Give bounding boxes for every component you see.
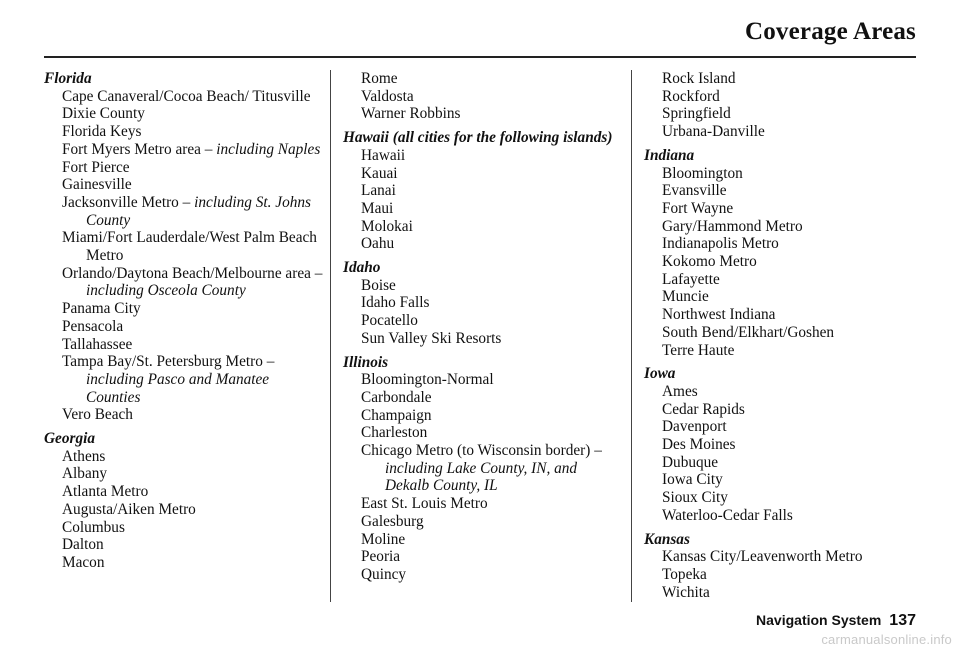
city-name: Terre Haute: [662, 341, 735, 359]
city-name: Kokomo Metro: [662, 253, 757, 271]
city-name: Urbana-Danville: [662, 123, 765, 141]
state-name: Illinois: [343, 353, 389, 371]
city-item: [644, 454, 924, 472]
city-name: South Bend/Elkhart/Goshen: [662, 323, 835, 341]
city-item: [44, 300, 324, 318]
city-name: Des Moines: [662, 436, 736, 454]
city-item: [644, 165, 924, 183]
city-name: Rockford: [662, 87, 720, 105]
city-name: Jacksonville Metro –: [62, 193, 195, 211]
state-heading: [44, 430, 324, 448]
city-item: [644, 288, 924, 306]
city-item: [644, 218, 924, 236]
city-name: Bloomington: [662, 164, 743, 182]
city-item: [343, 566, 623, 584]
city-name: Kansas City/Leavenworth Metro: [662, 548, 863, 566]
state-heading: [44, 70, 324, 88]
city-name: Athens: [62, 447, 106, 465]
city-item: [343, 294, 623, 312]
city-name: Valdosta: [361, 87, 414, 105]
city-item: [644, 436, 924, 454]
city-name: Orlando/Daytona Beach/Melbourne area –: [62, 264, 323, 282]
city-item: [44, 353, 324, 406]
city-name: Tallahassee: [62, 335, 133, 353]
city-name: Champaign: [361, 406, 432, 424]
state-name: Georgia: [44, 430, 95, 448]
coverage-column-1: [44, 70, 324, 572]
city-item: [44, 176, 324, 194]
city-name: Moline: [361, 530, 406, 548]
city-name: Carbondale: [361, 388, 432, 406]
city-item: [644, 182, 924, 200]
city-name: Columbus: [62, 518, 125, 536]
city-item: [644, 418, 924, 436]
city-name: Florida Keys: [62, 123, 142, 141]
city-item: [644, 507, 924, 525]
state-name: Florida: [44, 70, 92, 87]
city-name: Pensacola: [62, 317, 124, 335]
city-name: East St. Louis Metro: [361, 495, 488, 513]
state-name: Indiana: [644, 146, 695, 164]
city-name: Atlanta Metro: [62, 483, 149, 501]
city-name: Wichita: [662, 583, 710, 601]
city-name: Augusta/Aiken Metro: [62, 500, 196, 518]
city-name: Sioux City: [662, 489, 728, 507]
city-item: [44, 406, 324, 424]
city-item: [343, 442, 623, 495]
city-item: [343, 277, 623, 295]
city-name: Rome: [361, 70, 398, 87]
city-name: Tampa Bay/St. Petersburg Metro: [62, 353, 267, 371]
city-name: Indianapolis Metro: [662, 235, 779, 253]
city-name: Pocatello: [361, 312, 418, 330]
city-item: [343, 513, 623, 531]
city-name: Dixie County: [62, 105, 145, 123]
city-name: Chicago Metro (to Wisconsin border): [361, 442, 595, 460]
city-item: [644, 200, 924, 218]
city-name: Dubuque: [662, 453, 719, 471]
city-item: [644, 235, 924, 253]
city-item: [343, 200, 623, 218]
city-item: [644, 471, 924, 489]
city-item: [343, 424, 623, 442]
state-name: Kansas: [644, 530, 690, 548]
city-item: [44, 229, 324, 264]
city-name: Hawaii: [361, 146, 406, 164]
page-number: 137: [889, 612, 916, 629]
city-name: Fort Pierce: [62, 158, 130, 176]
city-name: Evansville: [662, 182, 727, 200]
state-heading: [343, 354, 623, 372]
city-item: [44, 554, 324, 572]
city-item: [644, 401, 924, 419]
city-item: [44, 483, 324, 501]
city-item: [343, 235, 623, 253]
city-item: [644, 548, 924, 566]
city-item: [644, 253, 924, 271]
city-item: [644, 584, 924, 602]
coverage-note: – including Lake County, IN, and Dekalb County, IL: [385, 442, 602, 495]
city-item: [44, 194, 324, 229]
city-name: Cape Canaveral/Cocoa Beach/ Titusville: [62, 87, 311, 105]
city-name: Charleston: [361, 424, 428, 442]
city-name: Iowa City: [662, 471, 723, 489]
city-item: [644, 342, 924, 360]
city-name: Molokai: [361, 217, 413, 235]
city-name: Cedar Rapids: [662, 400, 745, 418]
page-title: Coverage Areas: [744, 18, 916, 45]
page-footer: [756, 612, 916, 630]
city-name: Oahu: [361, 235, 395, 253]
city-name: Fort Wayne: [662, 199, 734, 217]
city-item: [343, 389, 623, 407]
city-item: [644, 105, 924, 123]
coverage-note: including Naples: [216, 140, 321, 158]
city-name: Gainesville: [62, 176, 132, 194]
city-item: [644, 566, 924, 584]
city-item: [343, 147, 623, 165]
city-name: Idaho Falls: [361, 294, 430, 312]
city-item: [44, 501, 324, 519]
coverage-column-2: [343, 70, 623, 584]
city-name: Fort Myers Metro area –: [62, 140, 217, 158]
city-item: [44, 448, 324, 466]
coverage-column-3: [644, 70, 924, 601]
city-item: [343, 371, 623, 389]
city-name: Peoria: [361, 548, 401, 566]
city-name: Vero Beach: [62, 406, 133, 424]
city-name: Muncie: [662, 288, 709, 306]
city-name: Warner Robbins: [361, 105, 461, 123]
footer-system-label: Navigation System: [756, 612, 882, 628]
city-name: Davenport: [662, 418, 727, 436]
coverage-note: including Osceola County: [86, 282, 246, 300]
city-item: [44, 141, 324, 159]
state-heading: [644, 531, 924, 549]
city-item: [343, 548, 623, 566]
city-name: Boise: [361, 276, 396, 294]
city-name: Maui: [361, 199, 394, 217]
city-name: Macon: [62, 553, 105, 571]
city-item: [343, 330, 623, 348]
city-item: [644, 123, 924, 141]
city-item: [644, 306, 924, 324]
city-item: [343, 182, 623, 200]
city-item: [44, 536, 324, 554]
city-item: [44, 318, 324, 336]
city-name: Sun Valley Ski Resorts: [361, 329, 502, 347]
city-item: [644, 88, 924, 106]
city-item: [44, 336, 324, 354]
city-name: Rock Island: [662, 70, 736, 87]
title-rule: [44, 56, 916, 58]
city-name: Waterloo-Cedar Falls: [662, 506, 793, 524]
city-item: [343, 218, 623, 236]
city-item: [44, 519, 324, 537]
city-name: Miami/Fort Lauderdale/West Palm Beach Metro: [62, 229, 317, 265]
state-name: Idaho: [343, 259, 381, 277]
city-name: Lafayette: [662, 270, 720, 288]
column-divider: [631, 70, 632, 602]
city-item: [44, 88, 324, 106]
column-divider: [330, 70, 331, 602]
state-heading: [644, 147, 924, 165]
city-name: Ames: [662, 382, 698, 400]
city-item: [44, 265, 324, 300]
city-name: Northwest Indiana: [662, 306, 776, 324]
city-item: [343, 105, 623, 123]
city-item: [343, 70, 623, 88]
watermark: carmanualsonline.info: [821, 632, 952, 647]
coverage-note: including St. Johns County: [86, 193, 311, 229]
city-item: [343, 495, 623, 513]
state-name: Hawaii (all cities for the following islands): [343, 129, 613, 147]
city-item: [44, 159, 324, 177]
city-name: Springfield: [662, 105, 731, 123]
city-name: Lanai: [361, 182, 396, 200]
city-name: Topeka: [662, 565, 707, 583]
city-item: [644, 489, 924, 507]
city-name: Bloomington-Normal: [361, 371, 494, 389]
state-heading: [343, 129, 623, 147]
city-item: [44, 123, 324, 141]
coverage-note: – including Pasco and Manatee Counties: [86, 353, 275, 406]
city-name: Gary/Hammond Metro: [662, 217, 803, 235]
city-item: [644, 324, 924, 342]
city-item: [644, 383, 924, 401]
city-name: Dalton: [62, 536, 104, 554]
state-heading: [343, 259, 623, 277]
state-heading: [644, 365, 924, 383]
city-item: [343, 88, 623, 106]
city-item: [44, 105, 324, 123]
city-name: Panama City: [62, 300, 141, 318]
city-item: [343, 312, 623, 330]
city-item: [44, 465, 324, 483]
state-name: Iowa: [644, 365, 676, 383]
city-item: [343, 165, 623, 183]
city-item: [343, 407, 623, 425]
city-item: [644, 70, 924, 88]
city-item: [343, 531, 623, 549]
city-item: [644, 271, 924, 289]
city-name: Quincy: [361, 565, 407, 583]
city-name: Galesburg: [361, 512, 424, 530]
city-name: Albany: [62, 465, 108, 483]
city-name: Kauai: [361, 164, 398, 182]
